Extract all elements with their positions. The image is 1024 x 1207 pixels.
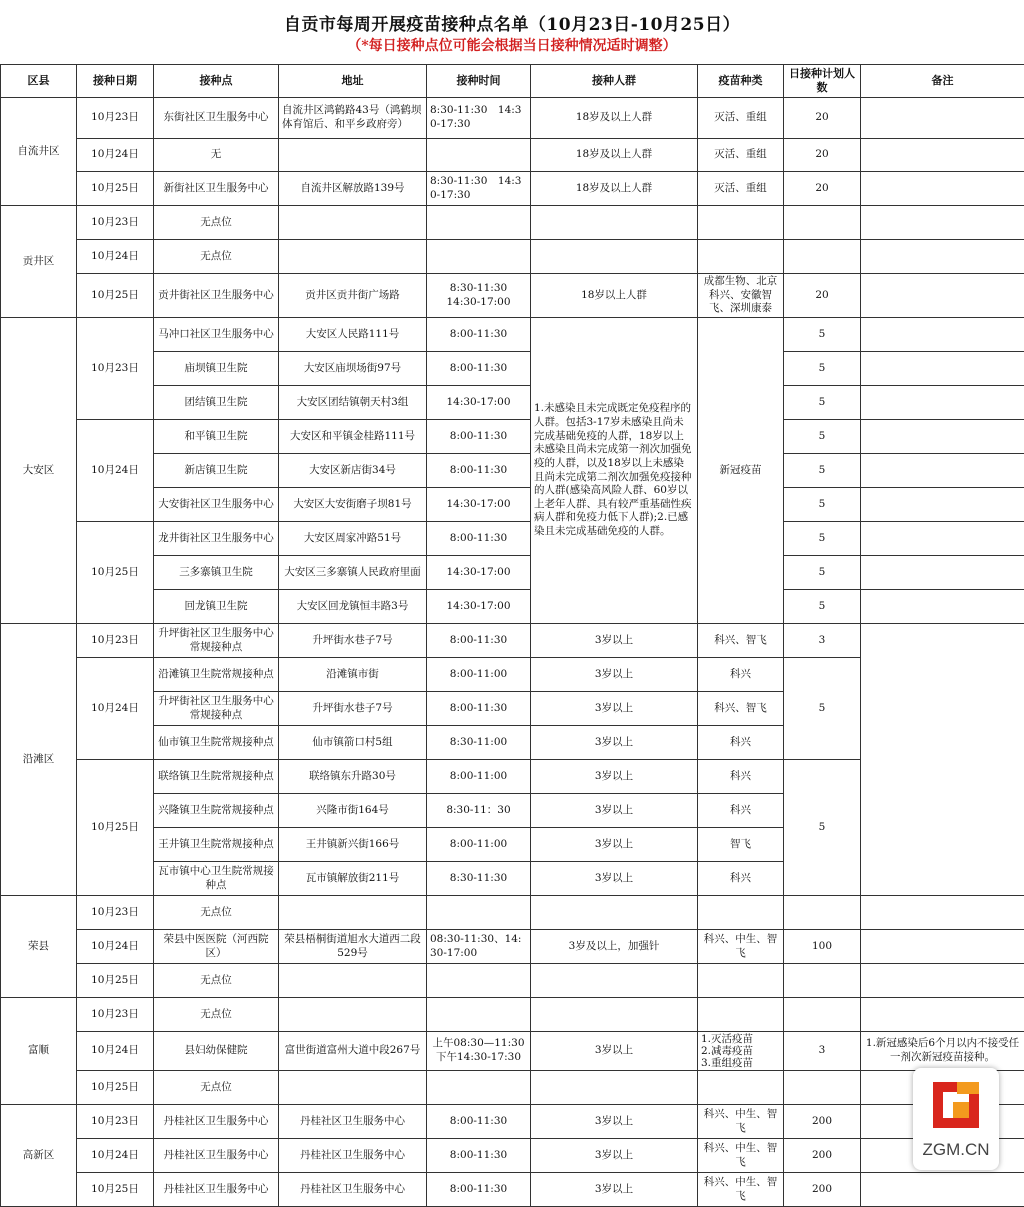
crowd-cell xyxy=(531,240,698,274)
site-cell: 无点位 xyxy=(154,998,279,1032)
crowd-cell: 3岁以上 xyxy=(531,760,698,794)
plan-cell xyxy=(784,206,861,240)
table-row xyxy=(1,240,1024,274)
crowd-cell: 3岁以上 xyxy=(531,1105,698,1139)
time-cell: 14:30-17:00 xyxy=(427,488,531,522)
date-cell: 10月24日 xyxy=(77,1139,154,1173)
date-cell: 10月25日 xyxy=(77,522,154,624)
table-row xyxy=(1,896,1024,930)
address-cell: 大安区三多寨镇人民政府里面 xyxy=(279,556,427,590)
header-note: 备注 xyxy=(861,65,1024,98)
time-cell xyxy=(427,206,531,240)
table-row xyxy=(1,454,1024,488)
vaccine-cell xyxy=(698,964,784,998)
crowd-cell xyxy=(531,896,698,930)
date-cell: 10月23日 xyxy=(77,998,154,1032)
date-cell: 10月23日 xyxy=(77,98,154,139)
note-cell xyxy=(861,274,1024,318)
note-cell xyxy=(861,420,1024,454)
time-cell: 8:00-11:30 xyxy=(427,522,531,556)
plan-cell: 5 xyxy=(784,454,861,488)
address-cell: 大安区回龙镇恒丰路3号 xyxy=(279,590,427,624)
crowd-cell: 3岁以上 xyxy=(531,1139,698,1173)
date-cell: 10月25日 xyxy=(77,1071,154,1105)
date-cell: 10月24日 xyxy=(77,420,154,522)
site-cell: 龙井街社区卫生服务中心 xyxy=(154,522,279,556)
address-cell xyxy=(279,896,427,930)
vaccine-cell: 科兴、智飞 xyxy=(698,692,784,726)
plan-cell: 100 xyxy=(784,930,861,964)
vaccination-table xyxy=(0,64,1024,1207)
note-cell xyxy=(861,590,1024,624)
site-cell: 无点位 xyxy=(154,1071,279,1105)
vaccine-cell: 灭活、重组 xyxy=(698,98,784,139)
header-crowd: 接种人群 xyxy=(531,65,698,98)
crowd-cell: 3岁及以上，加强针 xyxy=(531,930,698,964)
note-cell xyxy=(861,488,1024,522)
address-cell: 大安区庙坝场街97号 xyxy=(279,352,427,386)
zgm-logo xyxy=(913,1068,999,1170)
address-cell: 瓦市镇解放街211号 xyxy=(279,862,427,896)
plan-cell: 5 xyxy=(784,488,861,522)
plan-cell: 20 xyxy=(784,98,861,139)
site-cell: 庙坝镇卫生院 xyxy=(154,352,279,386)
address-cell: 大安区新店街34号 xyxy=(279,454,427,488)
note-cell xyxy=(861,98,1024,139)
plan-cell: 3 xyxy=(784,1032,861,1071)
plan-cell: 5 xyxy=(784,658,861,760)
crowd-cell: 3岁以上 xyxy=(531,726,698,760)
crowd-cell: 3岁以上 xyxy=(531,1173,698,1207)
site-cell: 丹桂社区卫生服务中心 xyxy=(154,1139,279,1173)
address-cell: 大安区周家冲路51号 xyxy=(279,522,427,556)
header-vaccine: 疫苗种类 xyxy=(698,65,784,98)
note-cell xyxy=(861,454,1024,488)
note-cell xyxy=(861,172,1024,206)
note-cell xyxy=(861,998,1024,1032)
vaccine-cell: 灭活、重组 xyxy=(698,172,784,206)
table-row xyxy=(1,172,1024,206)
crowd-cell: 3岁以上 xyxy=(531,624,698,658)
date-cell: 10月24日 xyxy=(77,658,154,760)
site-cell: 三多寨镇卫生院 xyxy=(154,556,279,590)
page-title: 自贡市每周开展疫苗接种点名单（10月23日-10月25日） xyxy=(0,10,1024,35)
time-cell: 14:30-17:00 xyxy=(427,556,531,590)
plan-cell xyxy=(784,998,861,1032)
table-row xyxy=(1,1139,1024,1173)
address-cell: 丹桂社区卫生服务中心 xyxy=(279,1173,427,1207)
plan-cell: 200 xyxy=(784,1173,861,1207)
header-time: 接种时间 xyxy=(427,65,531,98)
vaccine-cell: 科兴 xyxy=(698,794,784,828)
district-cell: 自流井区 xyxy=(1,98,77,206)
date-cell: 10月23日 xyxy=(77,206,154,240)
time-cell: 8:00-11:00 xyxy=(427,658,531,692)
address-cell: 王井镇新兴街166号 xyxy=(279,828,427,862)
time-cell: 14:30-17:00 xyxy=(427,590,531,624)
plan-cell xyxy=(784,964,861,998)
vaccine-cell: 科兴 xyxy=(698,658,784,692)
site-cell: 沿滩镇卫生院常规接种点 xyxy=(154,658,279,692)
table-row xyxy=(1,98,1024,139)
table-row xyxy=(1,998,1024,1032)
date-cell: 10月25日 xyxy=(77,964,154,998)
plan-cell xyxy=(784,1071,861,1105)
time-cell xyxy=(427,896,531,930)
site-cell: 仙市镇卫生院常规接种点 xyxy=(154,726,279,760)
site-cell: 王井镇卫生院常规接种点 xyxy=(154,828,279,862)
site-cell: 贡井街社区卫生服务中心 xyxy=(154,274,279,318)
date-cell: 10月24日 xyxy=(77,139,154,172)
plan-cell: 200 xyxy=(784,1139,861,1173)
site-cell: 大安街社区卫生服务中心 xyxy=(154,488,279,522)
crowd-cell: 3岁以上 xyxy=(531,862,698,896)
site-cell: 无点位 xyxy=(154,964,279,998)
header-row xyxy=(1,65,1024,98)
time-cell: 8:00-11:30 xyxy=(427,352,531,386)
note-cell xyxy=(861,352,1024,386)
date-cell: 10月25日 xyxy=(77,274,154,318)
time-cell: 8:30-11：30 xyxy=(427,794,531,828)
address-cell: 丹桂社区卫生服务中心 xyxy=(279,1105,427,1139)
vaccine-cell: 科兴、中生、智飞 xyxy=(698,1173,784,1207)
table-row xyxy=(1,590,1024,624)
site-cell: 东街社区卫生服务中心 xyxy=(154,98,279,139)
vaccine-cell: 科兴、中生、智飞 xyxy=(698,1105,784,1139)
note-cell xyxy=(861,556,1024,590)
site-cell: 新店镇卫生院 xyxy=(154,454,279,488)
address-cell: 沿滩镇市街 xyxy=(279,658,427,692)
time-cell: 8:00-11:30 xyxy=(427,318,531,352)
address-cell: 大安区团结镇朝天村3组 xyxy=(279,386,427,420)
vaccine-cell: 灭活、重组 xyxy=(698,139,784,172)
header-address: 地址 xyxy=(279,65,427,98)
vaccine-cell xyxy=(698,896,784,930)
time-cell: 8:30-11:30 14:30-17:30 xyxy=(427,172,531,206)
district-cell: 荣县 xyxy=(1,896,77,998)
header-district: 区县 xyxy=(1,65,77,98)
address-cell: 自流井区鸿鹤路43号（鸿鹤坝体育馆后、和平乡政府旁） xyxy=(279,98,427,139)
note-cell xyxy=(861,930,1024,964)
plan-cell: 5 xyxy=(784,556,861,590)
site-cell: 和平镇卫生院 xyxy=(154,420,279,454)
address-cell xyxy=(279,206,427,240)
site-cell: 无点位 xyxy=(154,206,279,240)
time-cell xyxy=(427,998,531,1032)
site-cell: 升坪街社区卫生服务中心常规接种点 xyxy=(154,692,279,726)
header-site: 接种点 xyxy=(154,65,279,98)
address-cell: 富世街道富州大道中段267号 xyxy=(279,1032,427,1071)
address-cell xyxy=(279,964,427,998)
table-row xyxy=(1,139,1024,172)
district-cell: 富顺 xyxy=(1,998,77,1105)
date-cell: 10月23日 xyxy=(77,624,154,658)
address-cell: 大安区大安街磨子坝81号 xyxy=(279,488,427,522)
vaccine-cell: 新冠疫苗 xyxy=(698,318,784,624)
date-cell: 10月23日 xyxy=(77,318,154,420)
table-row xyxy=(1,318,1024,352)
date-cell: 10月25日 xyxy=(77,1173,154,1207)
address-cell xyxy=(279,998,427,1032)
time-cell: 8:30-11:30 14:30-17:00 xyxy=(427,274,531,318)
crowd-cell: 3岁以上 xyxy=(531,1032,698,1071)
table-row xyxy=(1,386,1024,420)
crowd-cell xyxy=(531,206,698,240)
time-cell: 8:00-11:30 xyxy=(427,692,531,726)
site-cell: 无 xyxy=(154,139,279,172)
plan-cell: 20 xyxy=(784,172,861,206)
address-cell: 丹桂社区卫生服务中心 xyxy=(279,1139,427,1173)
plan-cell: 20 xyxy=(784,139,861,172)
note-cell xyxy=(861,206,1024,240)
crowd-cell: 3岁以上 xyxy=(531,828,698,862)
crowd-cell xyxy=(531,964,698,998)
crowd-cell: 18岁及以上人群 xyxy=(531,172,698,206)
note-cell xyxy=(861,1173,1024,1207)
time-cell xyxy=(427,139,531,172)
vaccine-cell: 科兴、中生、智飞 xyxy=(698,1139,784,1173)
time-cell: 14:30-17:00 xyxy=(427,386,531,420)
crowd-cell xyxy=(531,1071,698,1105)
address-cell: 兴隆市街164号 xyxy=(279,794,427,828)
crowd-cell: 3岁以上 xyxy=(531,658,698,692)
time-cell: 上午08:30—11:30 下午14:30-17:30 xyxy=(427,1032,531,1071)
time-cell: 8:00-11:00 xyxy=(427,828,531,862)
district-cell: 高新区 xyxy=(1,1105,77,1207)
time-cell: 8:00-11:30 xyxy=(427,624,531,658)
vaccine-cell: 科兴 xyxy=(698,726,784,760)
date-cell: 10月25日 xyxy=(77,760,154,896)
site-cell: 丹桂社区卫生服务中心 xyxy=(154,1173,279,1207)
header-plan: 日接种计划人数 xyxy=(784,65,861,98)
date-cell: 10月23日 xyxy=(77,896,154,930)
plan-cell: 5 xyxy=(784,352,861,386)
table-row xyxy=(1,352,1024,386)
table-row xyxy=(1,420,1024,454)
crowd-cell: 3岁以上 xyxy=(531,692,698,726)
site-cell: 丹桂社区卫生服务中心 xyxy=(154,1105,279,1139)
site-cell: 无点位 xyxy=(154,240,279,274)
table-row xyxy=(1,964,1024,998)
site-cell: 升坪街社区卫生服务中心常规接种点 xyxy=(154,624,279,658)
district-cell: 沿滩区 xyxy=(1,624,77,896)
vaccine-cell: 科兴、中生、智飞 xyxy=(698,930,784,964)
plan-cell: 5 xyxy=(784,760,861,896)
site-cell: 荣县中医医院（河西院区） xyxy=(154,930,279,964)
plan-cell: 5 xyxy=(784,318,861,352)
time-cell: 8:30-11:30 14:30-17:30 xyxy=(427,98,531,139)
vaccine-cell xyxy=(698,240,784,274)
time-cell: 8:00-11:30 xyxy=(427,1173,531,1207)
address-cell: 荣县梧桐街道旭水大道西二段529号 xyxy=(279,930,427,964)
vaccine-cell: 科兴、智飞 xyxy=(698,624,784,658)
plan-cell: 200 xyxy=(784,1105,861,1139)
address-cell: 仙市镇箭口村5组 xyxy=(279,726,427,760)
site-cell: 瓦市镇中心卫生院常规接种点 xyxy=(154,862,279,896)
table-row xyxy=(1,1032,1024,1071)
address-cell: 自流井区解放路139号 xyxy=(279,172,427,206)
site-cell: 无点位 xyxy=(154,896,279,930)
plan-cell xyxy=(784,896,861,930)
vaccine-cell: 成都生物、北京科兴、安徽智飞、深圳康泰 xyxy=(698,274,784,318)
address-cell xyxy=(279,139,427,172)
crowd-cell xyxy=(531,998,698,1032)
plan-cell: 5 xyxy=(784,590,861,624)
date-cell: 10月24日 xyxy=(77,240,154,274)
table-row xyxy=(1,274,1024,318)
address-cell xyxy=(279,240,427,274)
note-cell xyxy=(861,522,1024,556)
note-cell xyxy=(861,964,1024,998)
note-cell: 1.新冠感染后6个月以内不接受任一剂次新冠疫苗接种。 xyxy=(861,1032,1024,1071)
table-row xyxy=(1,624,1024,658)
time-cell: 08:30-11:30、14:30-17:00 xyxy=(427,930,531,964)
time-cell xyxy=(427,1071,531,1105)
district-cell: 大安区 xyxy=(1,318,77,624)
vaccine-cell xyxy=(698,998,784,1032)
site-cell: 马冲口社区卫生服务中心 xyxy=(154,318,279,352)
note-cell xyxy=(861,896,1024,930)
time-cell: 8:00-11:30 xyxy=(427,420,531,454)
time-cell: 8:00-11:30 xyxy=(427,1139,531,1173)
site-cell: 县妇幼保健院 xyxy=(154,1032,279,1071)
plan-cell: 5 xyxy=(784,420,861,454)
note-cell xyxy=(861,624,1024,896)
zgm-logo-icon xyxy=(931,1080,981,1130)
vaccine-cell: 科兴 xyxy=(698,862,784,896)
table-row xyxy=(1,206,1024,240)
plan-cell: 3 xyxy=(784,624,861,658)
site-cell: 团结镇卫生院 xyxy=(154,386,279,420)
plan-cell: 5 xyxy=(784,386,861,420)
table-row xyxy=(1,1105,1024,1139)
table-row xyxy=(1,556,1024,590)
address-cell xyxy=(279,1071,427,1105)
vaccine-cell: 科兴 xyxy=(698,760,784,794)
time-cell: 8:30-11:00 xyxy=(427,726,531,760)
time-cell: 8:00-11:00 xyxy=(427,760,531,794)
crowd-cell: 18岁以上人群 xyxy=(531,274,698,318)
plan-cell: 5 xyxy=(784,522,861,556)
note-cell xyxy=(861,139,1024,172)
time-cell: 8:30-11:30 xyxy=(427,862,531,896)
note-cell xyxy=(861,386,1024,420)
address-cell: 大安区人民路111号 xyxy=(279,318,427,352)
address-cell: 大安区和平镇金桂路111号 xyxy=(279,420,427,454)
table-row xyxy=(1,522,1024,556)
vaccine-cell: 智飞 xyxy=(698,828,784,862)
crowd-cell: 1.未感染且未完成既定免疫程序的人群。包括3-17岁未感染且尚未完成基础免疫的人群，18岁以上未感染且尚未完成第一剂次加强免疫的人群，以及18岁以上未感染且尚未完成第二剂次加强免疫接种的人群(感染高风险人群、60岁以上老年人群、具有较严重基础性疾病人群和免疫力低下人群);2.已感染且未完成基础免疫的人群。 xyxy=(531,318,698,624)
address-cell: 贡井区贡井街广场路 xyxy=(279,274,427,318)
plan-cell xyxy=(784,240,861,274)
address-cell: 升坪街水巷子7号 xyxy=(279,692,427,726)
date-cell: 10月25日 xyxy=(77,172,154,206)
time-cell xyxy=(427,240,531,274)
site-cell: 兴隆镇卫生院常规接种点 xyxy=(154,794,279,828)
site-cell: 回龙镇卫生院 xyxy=(154,590,279,624)
crowd-cell: 3岁以上 xyxy=(531,794,698,828)
date-cell: 10月24日 xyxy=(77,930,154,964)
vaccine-cell xyxy=(698,1071,784,1105)
page-subtitle: （*每日接种点位可能会根据当日接种情况适时调整） xyxy=(0,35,1024,55)
note-cell xyxy=(861,318,1024,352)
address-cell: 升坪街水巷子7号 xyxy=(279,624,427,658)
table-row xyxy=(1,488,1024,522)
plan-cell: 20 xyxy=(784,274,861,318)
site-cell: 联络镇卫生院常规接种点 xyxy=(154,760,279,794)
time-cell xyxy=(427,964,531,998)
table-row xyxy=(1,930,1024,964)
header-date: 接种日期 xyxy=(77,65,154,98)
note-cell xyxy=(861,240,1024,274)
date-cell: 10月23日 xyxy=(77,1105,154,1139)
site-cell: 新街社区卫生服务中心 xyxy=(154,172,279,206)
vaccine-cell xyxy=(698,206,784,240)
table-row xyxy=(1,1173,1024,1207)
district-cell: 贡井区 xyxy=(1,206,77,318)
crowd-cell: 18岁及以上人群 xyxy=(531,139,698,172)
date-cell: 10月24日 xyxy=(77,1032,154,1071)
vaccine-cell: 1.灭活疫苗 2.减毒疫苗 3.重组疫苗 xyxy=(698,1032,784,1071)
time-cell: 8:00-11:30 xyxy=(427,1105,531,1139)
crowd-cell: 18岁及以上人群 xyxy=(531,98,698,139)
address-cell: 联络镇东升路30号 xyxy=(279,760,427,794)
table-row xyxy=(1,1071,1024,1105)
time-cell: 8:00-11:30 xyxy=(427,454,531,488)
logo-text: ZGM.CN xyxy=(913,1140,999,1160)
